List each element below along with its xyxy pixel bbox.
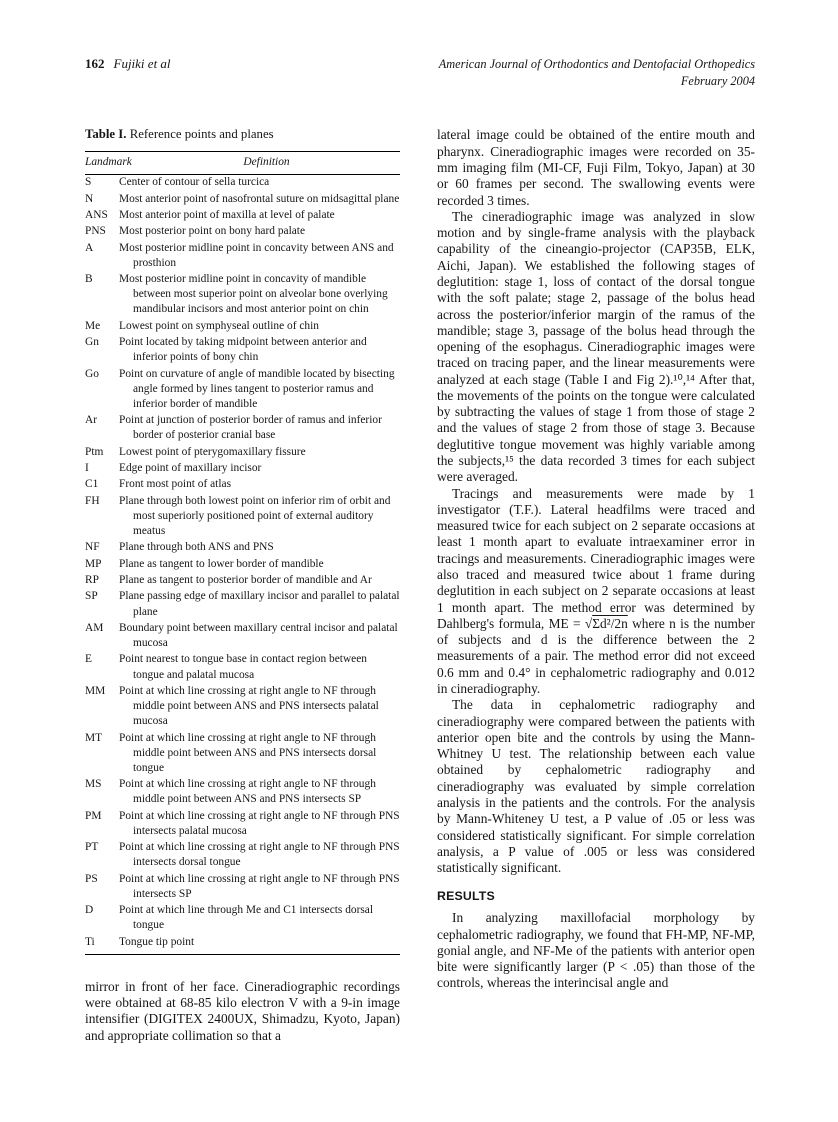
definition-cell: Plane as tangent to lower border of mandible [119, 557, 324, 570]
definition-cell: Point at which line crossing at right angle to NF through PNS intersects dorsal tongue [119, 841, 400, 869]
table-row [85, 318, 400, 334]
table-caption [85, 127, 400, 142]
definition-cell: Plane passing edge of maxillary incisor and parallel to palatal plane [119, 590, 400, 618]
landmark-cell: MT [85, 731, 103, 744]
definition-cell: Point at which line crossing at right angle to NF through middle point between ANS and PNS intersects palatal mucosa [119, 684, 379, 728]
landmark-cell: Me [85, 319, 101, 332]
method-error-text-after: where n is the number of subjects and d is the difference between the 2 measurements of a pair. The method error did not exceed 0.6 mm and 0.4° in cephalometric radiography and 0.012 in cineradiography. [437, 615, 755, 696]
landmark-cell: MS [85, 778, 102, 791]
definition-cell: Point nearest to tongue base in contact region between tongue and palatal mucosa [119, 653, 367, 681]
table-row [85, 444, 400, 460]
definition-cell: Lowest point on symphyseal outline of chin [119, 319, 319, 332]
running-head-right [439, 56, 755, 90]
definition-cell: Point at which line crossing at right angle to NF through PNS intersects palatal mucosa [119, 809, 400, 837]
issue-date: February 2004 [680, 74, 755, 89]
landmark-cell: Ar [85, 414, 98, 427]
reference-points-table [85, 151, 400, 954]
table-row [85, 240, 400, 272]
table-header [85, 152, 400, 174]
definition-cell: Tongue tip point [119, 935, 195, 948]
landmark-cell: Ti [85, 935, 95, 948]
definition-cell: Lowest point of pterygomaxillary fissure [119, 445, 306, 458]
definition-cell: Most anterior point of maxilla at level of palate [119, 208, 335, 221]
table-row [85, 540, 400, 556]
running-head-left [85, 56, 171, 72]
table-row [85, 589, 400, 621]
definition-cell: Most anterior point of nasofrontal suture on midsagittal plane [119, 192, 400, 205]
landmark-cell: S [85, 176, 92, 189]
landmark-cell: A [85, 241, 94, 254]
landmark-cell: AM [85, 621, 104, 634]
definition-cell: Point located by taking midpoint between anterior and inferior points of bony chin [119, 336, 367, 364]
running-authors: Fujiki et al [113, 56, 171, 71]
table-body [85, 174, 400, 954]
definition-cell: Point at which line through Me and C1 intersects dorsal tongue [119, 904, 374, 932]
table-row [85, 572, 400, 588]
paragraph-analysis-stages: The cineradiographic image was analyzed in slow motion and by single-frame analysis with the playback capability of the cineangio-projector (CAP35B, ELK, Aichi, Japan). We established the following stages of deglutition: stage 1, loss of contact of the dorsal tongue with the soft palate; stage 2, passage of the bolus head across the posterior/inferior margin of the ramus of the mandible; stage 3, passage of the bolus head through the opening of the esophagus. Cineradiographic images were traced on tracing paper, and the linear measurements were analyzed at each stage (Table I and Fig 2).¹⁰,¹⁴ After that, the movements of the points on the tongue were calculated by subtracting the values of stage 1 from those of stage 2 and the values of stage 2 from those of stage 3. Because deglutitive tongue movement was highly variable among the subjects,¹⁵ the data recorded 3 times for each subject were averaged. [437, 208, 755, 485]
definition-cell: Most posterior point on bony hard palate [119, 225, 306, 238]
page-number: 162 [85, 56, 105, 71]
table-row [85, 334, 400, 366]
left-column-paragraph: mirror in front of her face. Cineradiographic recordings were obtained at 68-85 kilo electron V with a 9-in image intensifier (DIGITEX 2400UX, Shimadzu, Kyoto, Japan) and appropriate collimation so that a [85, 978, 400, 1043]
definition-cell: Plane as tangent to posterior border of mandible and Ar [119, 574, 372, 587]
definition-cell: Plane through both ANS and PNS [119, 541, 274, 554]
landmark-cell: E [85, 653, 92, 666]
table-row [85, 840, 400, 872]
landmark-cell: D [85, 904, 94, 917]
definition-cell: Point at which line crossing at right angle to NF through PNS intersects SP [119, 872, 400, 900]
landmark-cell: ANS [85, 208, 108, 221]
method-error-text-before: Tracings and measurements were made by 1 investigator (T.F.). Lateral headfilms were traced and measured twice for each subject on 2 separate occasions at least 1 month apart to evaluate intraexaminer error in tracings and measurements. Cineradiographic images were also traced and measured twice about 1 frame during deglutition in each subject on 2 separate occasions at least 1 month apart. The method error was determined by Dahlberg's formula, ME = √ [437, 485, 755, 631]
table-row [85, 871, 400, 903]
landmark-cell: SP [85, 590, 98, 603]
right-column [437, 127, 755, 1044]
definition-cell: Most posterior midline point in concavity between ANS and prosthion [119, 241, 394, 269]
definition-cell: Point at which line crossing at right angle to NF through middle point between ANS and PNS intersects SP [119, 778, 376, 806]
definition-cell: Edge point of maxillary incisor [119, 462, 262, 475]
definition-cell: Most posterior midline point in concavity of mandible between most superior point on alveolar bone overlying mandibular incisors and most anterior point on chin [119, 273, 388, 316]
table-row [85, 493, 400, 540]
landmark-cell: FH [85, 494, 100, 507]
column-header-definition: Definition [133, 152, 400, 174]
landmark-cell: MP [85, 557, 102, 570]
table-row [85, 777, 400, 809]
method-error-formula-radicand: Σd²/2n [592, 615, 628, 631]
table-row [85, 620, 400, 652]
table-row [85, 903, 400, 935]
running-head [85, 56, 755, 90]
table-row [85, 191, 400, 207]
table-row [85, 556, 400, 572]
table-row [85, 366, 400, 413]
landmark-cell: PS [85, 872, 98, 885]
table-caption-label: Table I. [85, 127, 127, 142]
definition-cell: Center of contour of sella turcica [119, 176, 270, 189]
table-row [85, 174, 400, 191]
landmark-cell: MM [85, 684, 106, 697]
table-row [85, 730, 400, 777]
landmark-cell: PM [85, 809, 102, 822]
table-row [85, 207, 400, 223]
landmark-cell: Gn [85, 336, 99, 349]
landmark-cell: Ptm [85, 445, 104, 458]
table-caption-text: Reference points and planes [129, 127, 274, 142]
table-row [85, 683, 400, 730]
definition-cell: Point at which line crossing at right angle to NF through middle point between ANS and PNS intersects dorsal tongue [119, 731, 377, 774]
table-row [85, 477, 400, 493]
journal-name: American Journal of Orthodontics and Dentofacial Orthopedics [438, 57, 755, 71]
paragraph-statistics: The data in cephalometric radiography and cineradiography were compared between the patients with anterior open bite and the controls by using the Mann-Whitney U test. The relationship between each value obtained by cephalometric radiography and cineradiography was evaluated by simple correlation analysis in the patients and the controls. For the analysis by Mann-Whiteney U test, a P value of .05 or less was considered statistically significant. For simple correlation analysis, a P value of .005 or less was considered statistically significant. [437, 697, 755, 876]
paragraph-recording-continuation: lateral image could be obtained of the entire mouth and pharynx. Cineradiographic images were recorded on 35-mm imaging film (MI-CF, Fuji Film, Tokyo, Japan) at 30 or 60 frames per second. The swallowing events were recorded 3 times. [437, 127, 755, 208]
definition-cell: Point at junction of posterior border of ramus and inferior border of posterior cranial base [119, 414, 382, 442]
two-column-body [85, 127, 755, 1044]
definition-cell: Front most point of atlas [119, 478, 232, 491]
landmark-cell: C1 [85, 478, 99, 491]
definition-cell: Boundary point between maxillary central incisor and palatal mucosa [119, 621, 398, 650]
landmark-cell: PT [85, 841, 99, 854]
results-heading: RESULTS [437, 889, 495, 904]
paragraph-method-error [437, 486, 755, 698]
table-row [85, 271, 400, 318]
landmark-cell: I [85, 462, 89, 475]
definition-cell: Plane through both lowest point on inferior rim of orbit and most superiorly positioned point of external auditory meatus [119, 494, 391, 538]
landmark-cell: NF [85, 541, 100, 554]
table-row [85, 460, 400, 476]
table-row [85, 224, 400, 240]
landmark-cell: B [85, 273, 93, 286]
table-row [85, 652, 400, 684]
column-header-landmark: Landmark [85, 152, 133, 174]
table-row [85, 808, 400, 840]
landmark-cell: Go [85, 367, 99, 380]
paragraph-results-intro: In analyzing maxillofacial morphology by cephalometric radiography, we found that FH-MP, NF-MP, gonial angle, and NF-Me of the patients with anterior open bite were significantly larger (P < .05) than those of the controls, whereas the interincisal angle and [437, 910, 755, 991]
landmark-cell: N [85, 192, 94, 205]
landmark-cell: RP [85, 574, 99, 587]
table-row [85, 413, 400, 445]
left-column [85, 127, 400, 1044]
table-row [85, 934, 400, 954]
landmark-cell: PNS [85, 225, 106, 238]
definition-cell: Point on curvature of angle of mandible located by bisecting angle formed by lines tangent to posterior ramus and inferior border of mandible [119, 367, 395, 410]
